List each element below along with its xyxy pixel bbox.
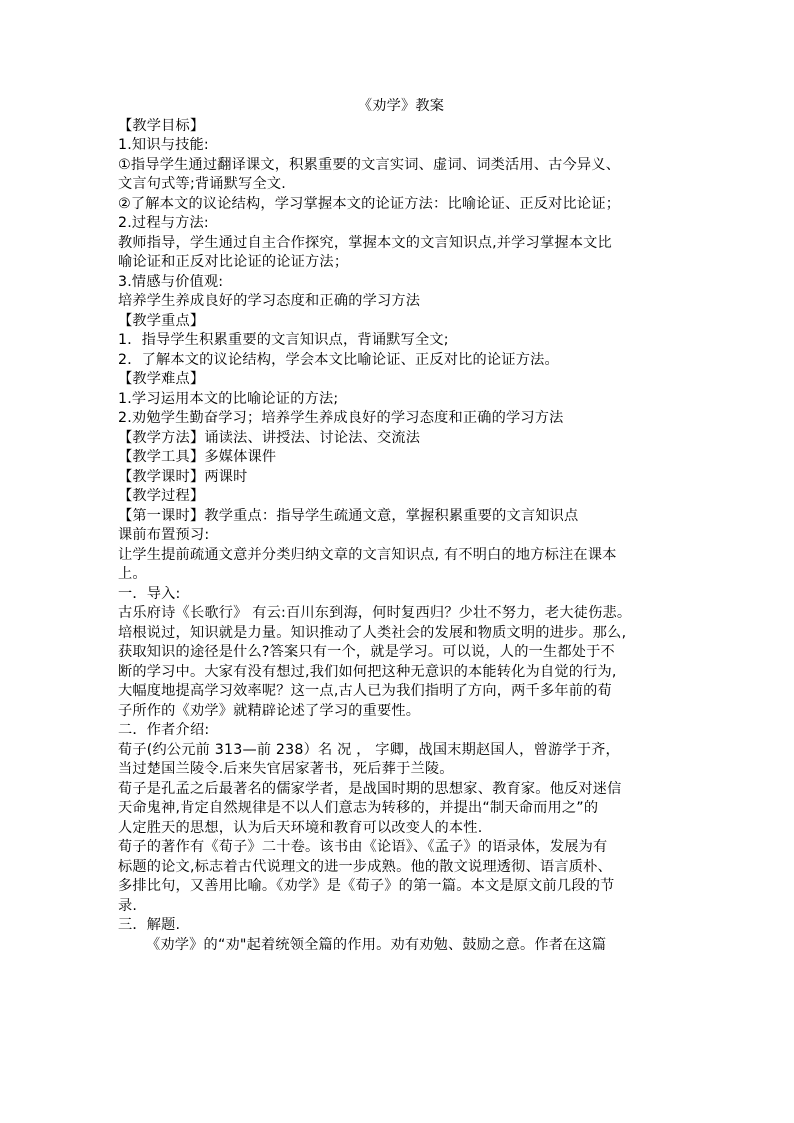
text-line: 课前布置预习:: [118, 527, 210, 543]
text-line: 古乐府诗《长歌行》 有云:百川东到海，何时复西归？少壮不努力，老大徒伤悲。: [118, 605, 632, 621]
text-line: ②了解本文的议论结构，学习掌握本文的论证方法：比喻论证、正反对比论证；: [118, 195, 621, 212]
text-line: 断的学习中。大家有没有想过,我们如何把这种无意识的本能转化为自觉的行为,: [118, 663, 617, 680]
text-line: 标题的论文,标志着古代说理文的进一步成熟。他的散文说理透彻、语言质朴、: [118, 858, 612, 875]
text-line: ①指导学生通过翻译课文，积累重要的文言实词、虚词、词类活用、古今异义、: [118, 156, 621, 173]
text-line: 让学生提前疏通文意并分类归纳文章的文言知识点, 有不明白的地方标注在课本: [118, 546, 617, 563]
text-line: 2.劝勉学生勤奋学习；培养学生养成良好的学习态度和正确的学习方法: [118, 410, 564, 426]
section-heading-process: 【教学过程】: [118, 488, 205, 504]
text-line: 子所作的《劝学》就精辟论述了学习的重要性。: [118, 702, 421, 719]
document-page: [118, 97, 684, 955]
subsection-author: 二．作者介绍:: [118, 722, 210, 738]
text-line: 录.: [118, 897, 138, 914]
text-line: 培根说过，知识就是力量。知识推动了人类社会的发展和物质文明的进步。那么,: [118, 624, 627, 641]
section-heading-difficulties: 【教学难点】: [118, 371, 205, 387]
section-heading-periods: 【教学课时】两课时: [118, 468, 248, 485]
text-line: 《劝学》的“劝"起着统领全篇的作用。劝有劝勉、鼓励之意。作者在这篇: [146, 936, 607, 953]
text-line: 文言句式等;背诵默写全文.: [118, 176, 286, 192]
text-line: 人定胜天的思想，认为后天环境和教育可以改变人的本性.: [118, 819, 483, 836]
subheading-emotion-values: 3.情感与价值观:: [118, 273, 224, 290]
section-heading-methods: 【教学方法】诵读法、讲授法、讨论法、交流法: [118, 429, 421, 446]
text-line: 天命鬼神,肯定自然规律是不以人们意志为转移的，并提出“制天命而用之”的: [118, 800, 599, 816]
text-line: 多排比句，又善用比喻。《劝学》是《荀子》的第一篇。本文是原文前几段的节: [118, 878, 615, 894]
text-line: 2．了解本文的议论结构，学会本文比喻论证、正反对比的论证方法。: [118, 351, 559, 368]
subheading-process-method: 2.过程与方法:: [118, 215, 209, 231]
subsection-title-explanation: 三．解题.: [118, 917, 181, 933]
text-line: 1．指导学生积累重要的文言知识点，背诵默写全文;: [118, 332, 449, 348]
document-title: 《劝学》教案: [357, 98, 445, 114]
text-line: 当过楚国兰陵令.后来失官居家著书，死后葬于兰陵。: [118, 761, 454, 777]
text-line: 喻论证和正反对比论证的论证方法；: [118, 254, 349, 270]
text-line: 荀子(约公元前 313—前 238）名 况 ， 字卿，战国末期赵国人，曾游学于齐，: [118, 741, 620, 758]
subheading-knowledge-skills: 1.知识与技能:: [118, 137, 209, 153]
text-line: 培养学生养成良好的学习态度和正确的学习方法: [118, 293, 421, 309]
subsection-introduction: 一．导入:: [118, 585, 181, 602]
text-line: 获取知识的途径是什么?答案只有一个，就是学习。可以说，人的一生都处于不: [118, 644, 615, 660]
section-heading-tools: 【教学工具】多媒体课件: [118, 449, 277, 465]
text-line: 上。: [118, 566, 147, 582]
text-line: 1.学习运用本文的比喻论证的方法;: [118, 390, 339, 407]
text-line: 教师指导，学生通过自主合作探究，掌握本文的文言知识点,并学习掌握本文比: [118, 234, 612, 251]
text-line: 大幅度地提高学习效率呢？这一点,古人已为我们指明了方向，两千多年前的荀: [118, 683, 612, 699]
section-heading-objectives: 【教学目标】: [118, 117, 205, 134]
text-line: 荀子的著作有《荀子》二十卷。该书由《论语》、《孟子》的语录体，发展为有: [118, 839, 608, 855]
section-heading-key-points: 【教学重点】: [118, 312, 205, 329]
first-period-heading: 【第一课时】教学重点：指导学生疏通文意，掌握积累重要的文言知识点: [118, 507, 579, 524]
text-line: 荀子是孔孟之后最著名的儒家学者，是战国时期的思想家、教育家。他反对迷信: [118, 780, 622, 797]
